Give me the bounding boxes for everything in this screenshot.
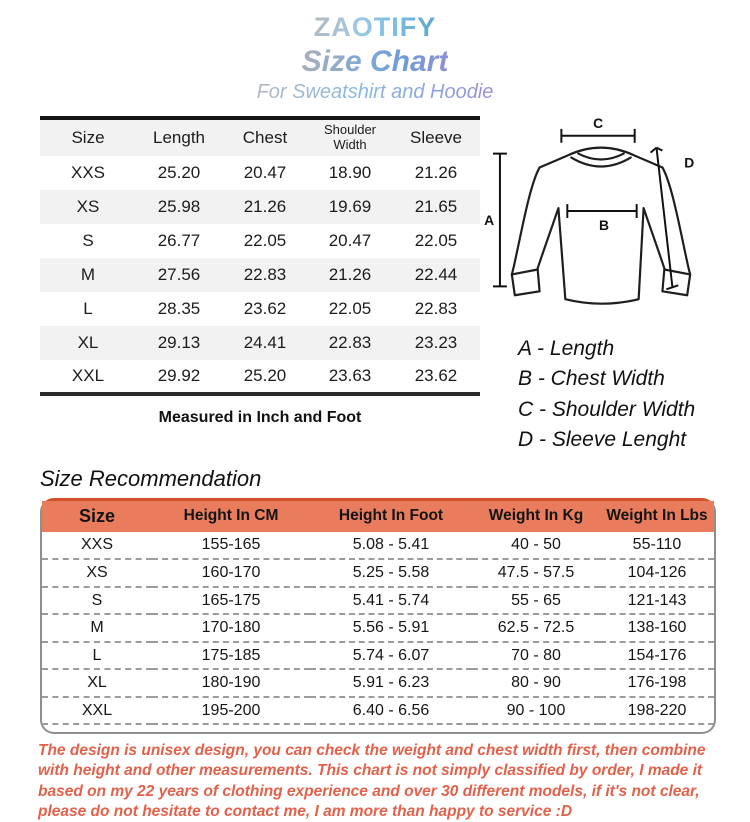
page-subtitle: For Sweatshirt and Hoodie xyxy=(256,81,494,103)
cell: 20.47 xyxy=(243,163,287,182)
table-row xyxy=(40,258,480,292)
table-row xyxy=(42,614,714,642)
units-caption: Measured in Inch and Foot xyxy=(158,409,362,426)
table-row xyxy=(40,190,480,224)
cell: M xyxy=(42,614,152,642)
diagram-column xyxy=(484,114,750,456)
col-length: Length xyxy=(136,118,222,156)
cell: 47.5 - 57.5 xyxy=(472,559,600,587)
measurement-table xyxy=(40,116,480,396)
legend-length: A - Length xyxy=(518,337,615,360)
cell: 5.56 - 5.91 xyxy=(310,614,472,642)
cell: 5.25 - 5.58 xyxy=(310,559,472,587)
cell: M xyxy=(40,258,136,292)
cell: 5.74 - 6.07 xyxy=(310,642,472,670)
cell: XS xyxy=(40,190,136,224)
col-sleeve: Sleeve xyxy=(392,118,480,156)
cell: 138-160 xyxy=(600,614,714,642)
table-row xyxy=(42,559,714,587)
table-row xyxy=(42,532,714,560)
cell: S xyxy=(82,231,94,250)
measurement-column xyxy=(0,116,500,456)
table-row xyxy=(40,292,480,326)
size-recommendation-table xyxy=(42,501,714,726)
cell: 23.63 xyxy=(328,366,372,385)
legend-sleeve-length: D - Sleeve Lenght xyxy=(518,428,687,452)
cell: 25.20 xyxy=(157,163,201,182)
cell: 121-143 xyxy=(600,587,714,615)
cell: 175-185 xyxy=(152,642,310,670)
table-row xyxy=(42,697,714,725)
cell: 29.13 xyxy=(136,326,222,360)
size-recommendation-table-wrapper xyxy=(40,498,716,735)
cell: XXL xyxy=(71,366,105,385)
header xyxy=(0,0,750,104)
cell: 165-175 xyxy=(152,587,310,615)
diagram-legend xyxy=(518,334,750,456)
cell: 21.26 xyxy=(222,190,308,224)
table-row xyxy=(42,669,714,697)
cell: L xyxy=(83,299,93,318)
cell: 25.20 xyxy=(243,366,287,385)
cell: 55 - 65 xyxy=(472,587,600,615)
cell: 195-200 xyxy=(152,697,310,725)
legend-shoulder-width: C - Shoulder Width xyxy=(518,397,696,421)
cell: 23.62 xyxy=(243,299,287,318)
measurement-header-row xyxy=(40,118,480,156)
designer-note: The design is unisex design, you can check the weight and chest width first, then combine with height and other measurements. This chart is not simply classified by order, I made it based on my 22 years of clothing experience and over 30 different models, if it's not clear, please do not hesitate to contact me, I am more than happy to service :D xyxy=(38,742,706,820)
sweatshirt-diagram xyxy=(482,110,750,328)
col-size: Size xyxy=(40,118,136,156)
cell: 22.44 xyxy=(392,258,480,292)
cell: 198-220 xyxy=(600,697,714,725)
diagram-label-d: D xyxy=(684,154,695,171)
page-title: Size Chart xyxy=(301,45,449,78)
cell: 28.35 xyxy=(157,299,201,318)
cell: 104-126 xyxy=(600,559,714,587)
cell: 22.83 xyxy=(308,326,392,360)
size-recommendation-heading: Size Recommendation xyxy=(40,465,262,491)
cell: 70 - 80 xyxy=(472,642,600,670)
legend-chest-width: B - Chest Width xyxy=(518,367,665,391)
cell: 5.08 - 5.41 xyxy=(310,532,472,560)
cell: 21.26 xyxy=(414,163,458,182)
sweatshirt-illustration xyxy=(482,110,720,323)
table-row xyxy=(40,326,480,360)
cell: 62.5 - 72.5 xyxy=(472,614,600,642)
cell: 22.05 xyxy=(328,299,372,318)
cell: XXL xyxy=(42,697,152,725)
cell: S xyxy=(42,587,152,615)
cell: 29.92 xyxy=(157,366,201,385)
cell: 20.47 xyxy=(328,231,372,250)
cell: 5.41 - 5.74 xyxy=(310,587,472,615)
cell: 160-170 xyxy=(152,559,310,587)
diagram-label-a: A xyxy=(484,211,495,228)
cell: 155-165 xyxy=(152,532,310,560)
cell: 6.40 - 6.56 xyxy=(310,697,472,725)
col-height-cm: Height In CM xyxy=(152,501,310,532)
cell: XXS xyxy=(42,532,152,560)
cell: 21.65 xyxy=(392,190,480,224)
cell: XXS xyxy=(70,163,106,182)
cell: 21.26 xyxy=(308,258,392,292)
cell: 27.56 xyxy=(136,258,222,292)
table-row xyxy=(40,360,480,394)
diagram-label-c: C xyxy=(593,114,604,131)
cell: 170-180 xyxy=(152,614,310,642)
cell: 55-110 xyxy=(600,532,714,560)
cell: 24.41 xyxy=(222,326,308,360)
col-shoulder-width: Shoulder Width xyxy=(308,118,392,156)
table-row xyxy=(40,224,480,258)
main-row xyxy=(0,116,750,456)
table-row xyxy=(42,587,714,615)
col-height-foot: Height In Foot xyxy=(310,501,472,532)
cell: 23.23 xyxy=(392,326,480,360)
cell: 90 - 100 xyxy=(472,697,600,725)
cell: 80 - 90 xyxy=(472,669,600,697)
cell: XL xyxy=(42,669,152,697)
cell: 23.62 xyxy=(414,366,458,385)
col-weight-kg: Weight In Kg xyxy=(472,501,600,532)
cell: 22.83 xyxy=(414,299,458,318)
table-row xyxy=(42,642,714,670)
cell: 19.69 xyxy=(308,190,392,224)
cell: 22.05 xyxy=(414,231,458,250)
cell: 154-176 xyxy=(600,642,714,670)
recommendation-header-row xyxy=(42,501,714,532)
col-size: Size xyxy=(42,501,152,532)
cell: L xyxy=(42,642,152,670)
cell: 22.83 xyxy=(222,258,308,292)
cell: 26.77 xyxy=(157,231,201,250)
cell: 40 - 50 xyxy=(472,532,600,560)
table-row xyxy=(40,156,480,190)
brand-name: ZAOTIFY xyxy=(313,12,437,42)
cell: 18.90 xyxy=(328,163,372,182)
cell: 25.98 xyxy=(136,190,222,224)
cell: 5.91 - 6.23 xyxy=(310,669,472,697)
diagram-label-b: B xyxy=(599,216,610,233)
col-weight-lbs: Weight In Lbs xyxy=(600,501,714,532)
cell: XS xyxy=(42,559,152,587)
cell: 176-198 xyxy=(600,669,714,697)
cell: 180-190 xyxy=(152,669,310,697)
cell: XL xyxy=(40,326,136,360)
col-chest: Chest xyxy=(222,118,308,156)
cell: 22.05 xyxy=(243,231,287,250)
